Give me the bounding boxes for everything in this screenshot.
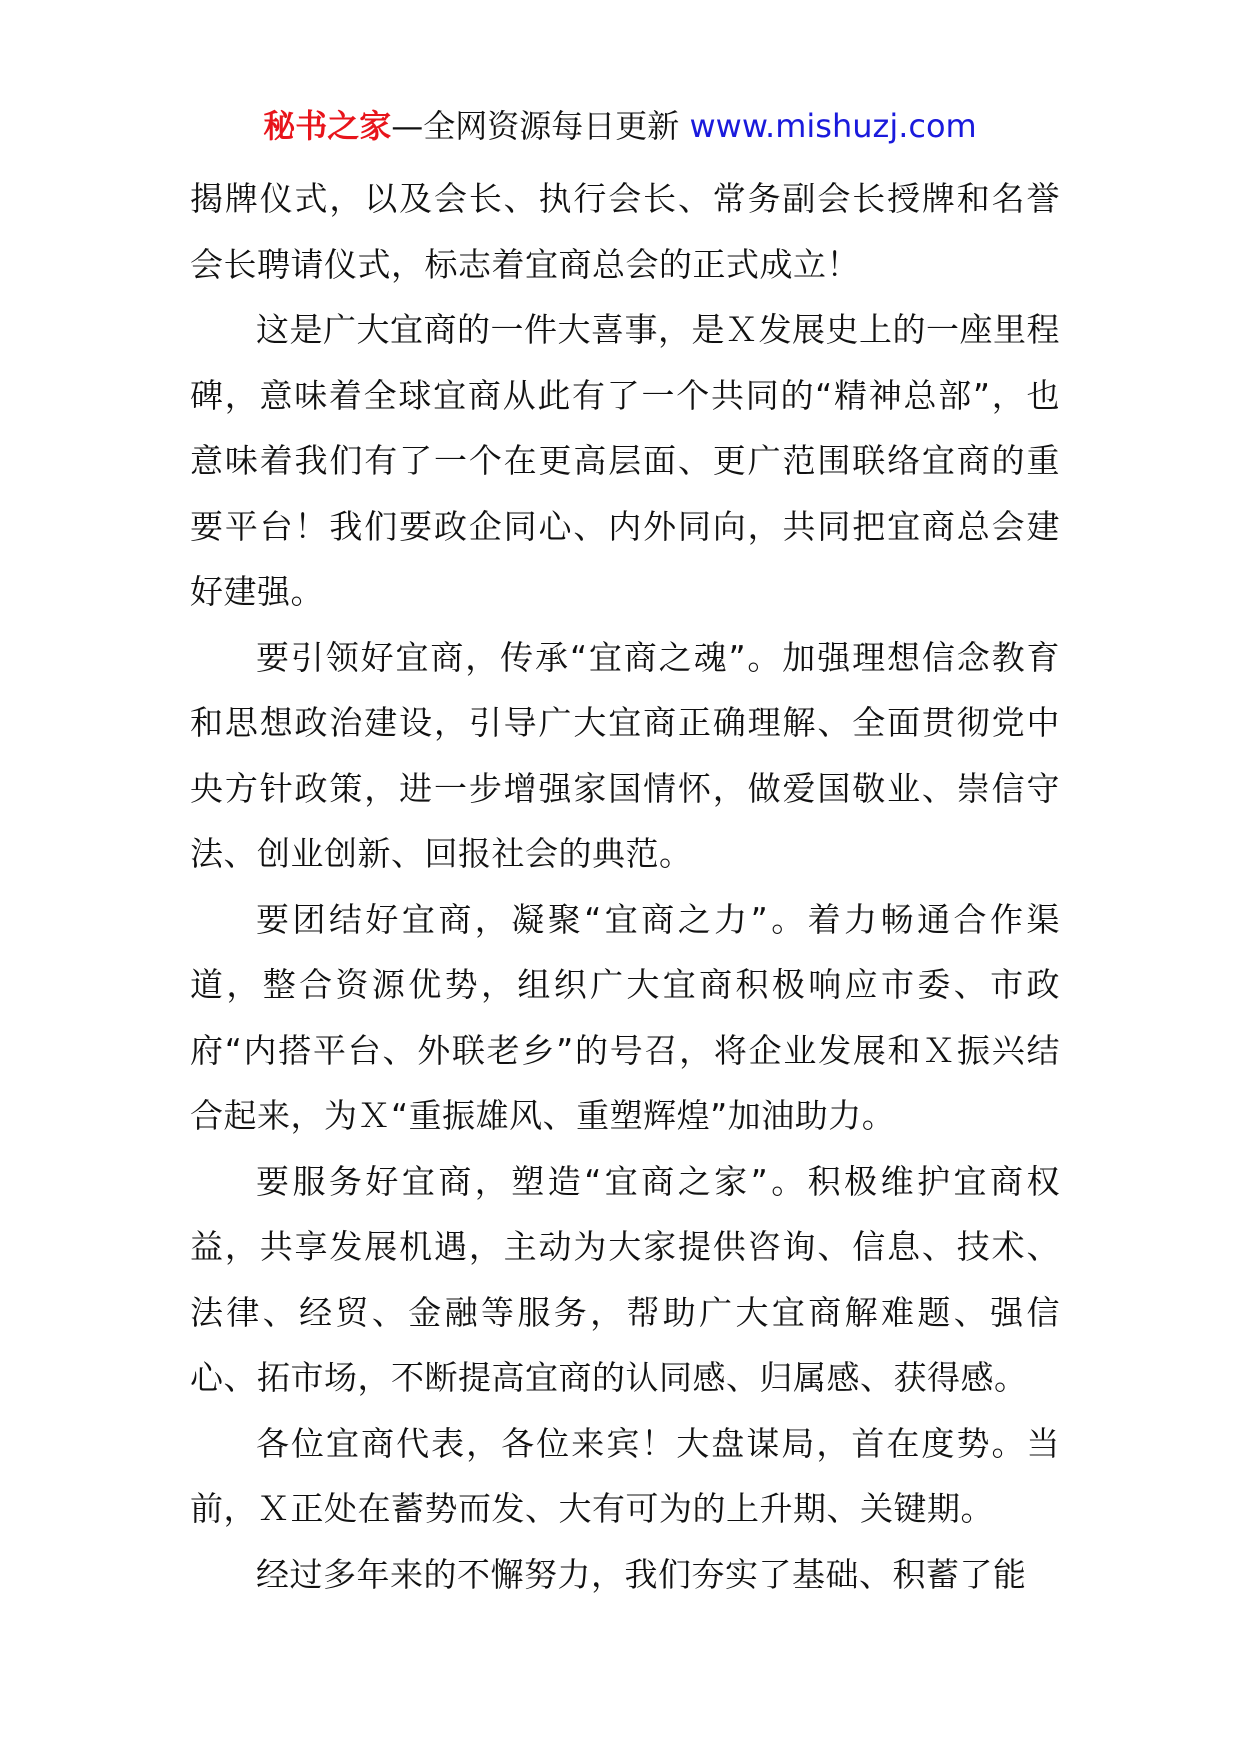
site-header [0, 104, 1240, 148]
paragraph: 要服务好宜商，塑造“宜商之家”。积极维护宜商权益，共享发展机遇，主动为大家提供咨询、信息、技术、法律、经贸、金融等服务，帮助广大宜商解难题、强信心、拓市场，不断提高宜商的认同感、归属感、获得感。 [190, 1161, 1060, 1397]
header-tagline: —全网资源每日更新 [391, 107, 690, 145]
paragraph: 要引领好宜商，传承“宜商之魂”。加强理想信念教育和思想政治建设，引导广大宜商正确理解、全面贯彻党中央方针政策，进一步增强家国情怀，做爱国敬业、崇信守法、创业创新、回报社会的典范。 [190, 637, 1060, 873]
site-url-link[interactable]: www.mishuzj.com [689, 107, 977, 145]
paragraph: 这是广大宜商的一件大喜事，是Ｘ发展史上的一座里程碑，意味着全球宜商从此有了一个共同的“精神总部”，也意味着我们有了一个在更高层面、更广范围联络宜商的重要平台！我们要政企同心、内外同向，共同把宜商总会建好建强。 [190, 310, 1060, 611]
document-body [190, 166, 1060, 1607]
paragraph: 要团结好宜商，凝聚“宜商之力”。着力畅通合作渠道，整合资源优势，组织广大宜商积极响应市委、市政府“内搭平台、外联老乡”的号召，将企业发展和Ｘ振兴结合起来，为Ｘ“重振雄风、重塑辉煌”加油助力。 [190, 899, 1060, 1135]
paragraph: 各位宜商代表，各位来宾！大盘谋局，首在度势。当前，Ｘ正处在蓄势而发、大有可为的上升期、关键期。 [190, 1423, 1060, 1528]
brand-name: 秘书之家 [263, 107, 392, 145]
paragraph-continuation: 揭牌仪式，以及会长、执行会长、常务副会长授牌和名誉会长聘请仪式，标志着宜商总会的正式成立！ [190, 179, 1060, 284]
paragraph: 经过多年来的不懈努力，我们夯实了基础、积蓄了能 [256, 1554, 1027, 1594]
